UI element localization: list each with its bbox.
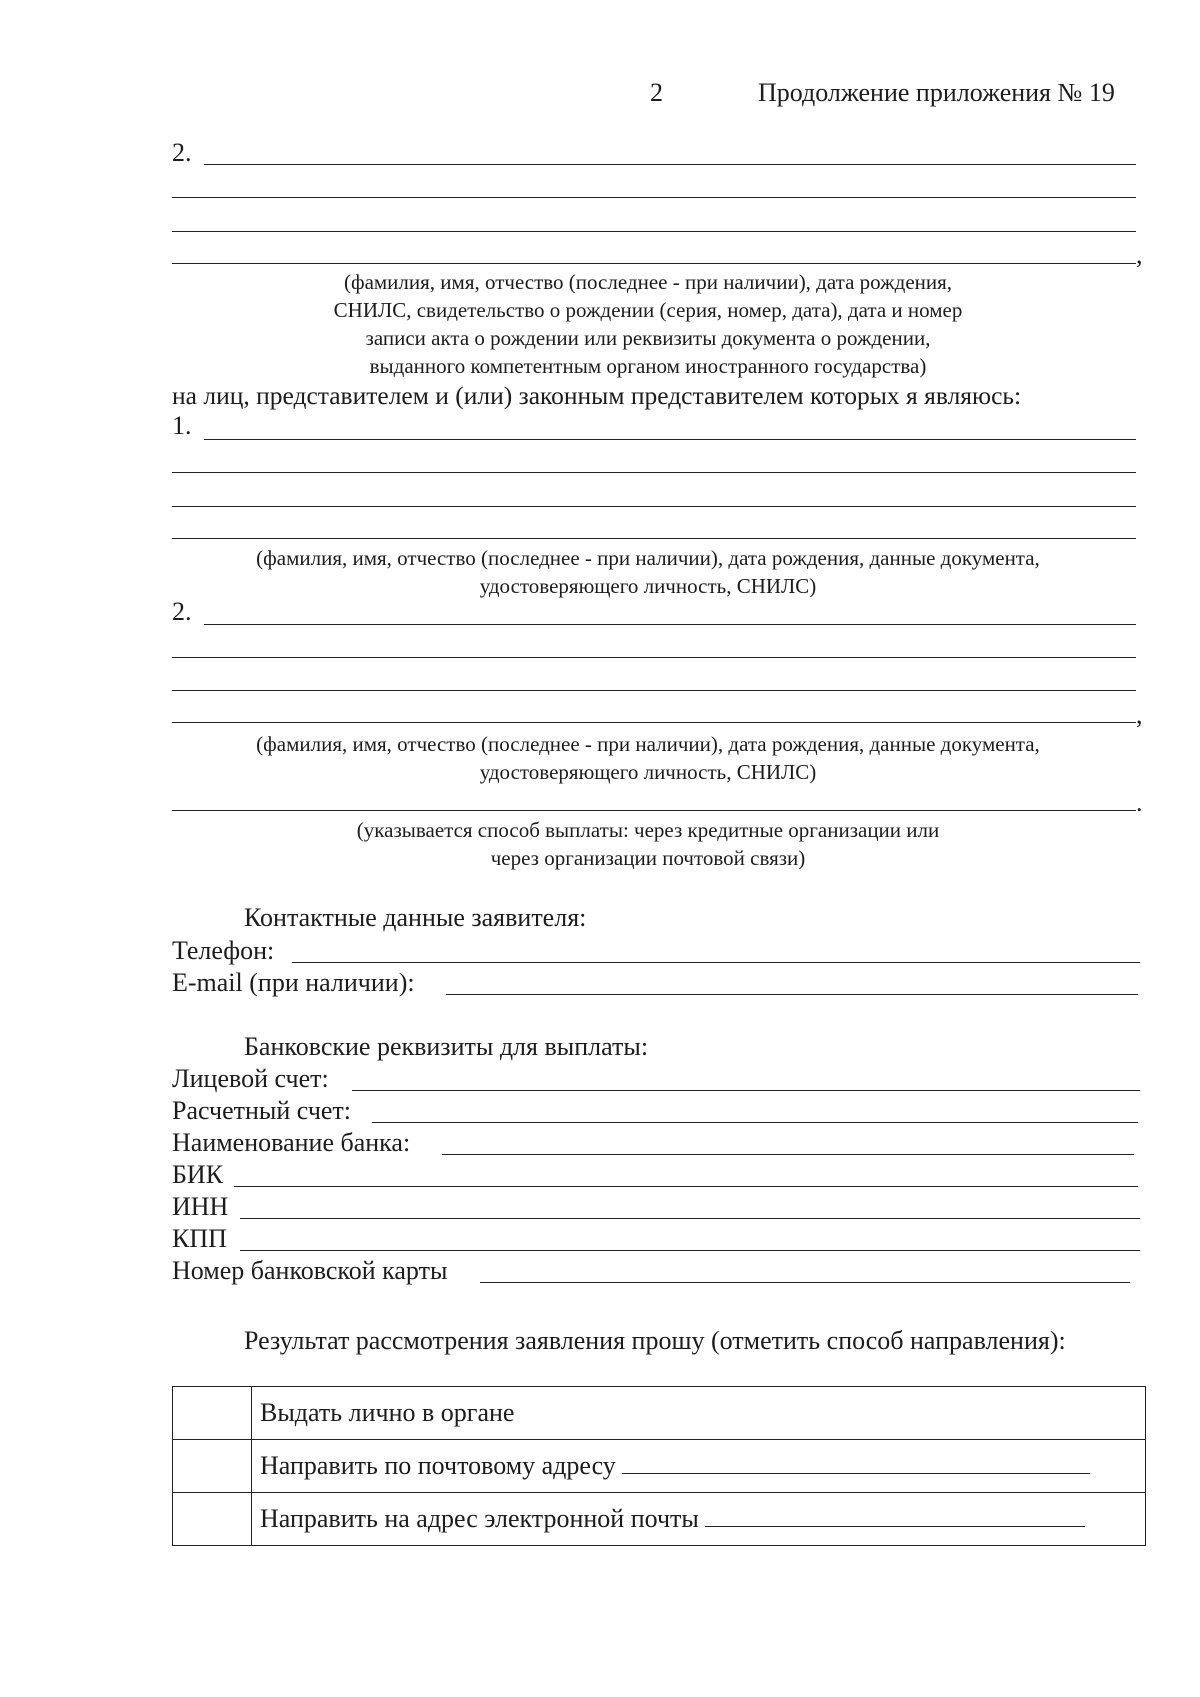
- payment-method-caption: [160, 816, 1136, 872]
- result-options-table: [172, 1386, 1146, 1546]
- item-2-number: 2.: [172, 138, 192, 167]
- page-number: 2: [650, 78, 663, 107]
- bank-name-field[interactable]: [442, 1154, 1134, 1155]
- caption-line: через организации почтовой связи): [490, 846, 806, 870]
- personal-account-label: Лицевой счет:: [172, 1064, 329, 1093]
- option-label: Направить на адрес электронной почты: [252, 1493, 1146, 1546]
- item-2-number: 2.: [172, 597, 192, 626]
- item-1-number: 1.: [172, 411, 192, 440]
- option-checkbox[interactable]: [173, 1387, 252, 1440]
- card-number-label: Номер банковской карты: [172, 1256, 448, 1285]
- postal-address-field[interactable]: [622, 1453, 1090, 1474]
- represented-caption-1: [160, 544, 1136, 600]
- fill-line[interactable]: [172, 197, 1136, 198]
- option-label: Выдать лично в органе: [252, 1387, 1146, 1440]
- phone-field[interactable]: [292, 962, 1140, 963]
- caption-line: выданного компетентным органом иностранного государства): [369, 354, 927, 378]
- represented-intro: на лиц, представителем и (или) законным представителем которых я являюсь:: [172, 381, 1022, 410]
- caption-line: удостоверяющего личность, СНИЛС): [479, 760, 817, 784]
- kpp-field[interactable]: [240, 1250, 1140, 1251]
- bik-field[interactable]: [234, 1186, 1138, 1187]
- kpp-label: КПП: [172, 1224, 227, 1253]
- fill-line[interactable]: [172, 506, 1136, 507]
- email-field[interactable]: [446, 994, 1138, 995]
- fill-line[interactable]: [172, 722, 1136, 723]
- fill-line[interactable]: [172, 690, 1136, 691]
- fill-line[interactable]: [172, 657, 1136, 658]
- bik-label: БИК: [172, 1160, 224, 1189]
- bank-name-label: Наименование банка:: [172, 1128, 411, 1157]
- result-heading: Результат рассмотрения заявления прошу (отметить способ направления):: [244, 1326, 1066, 1355]
- inn-label: ИНН: [172, 1192, 229, 1221]
- caption-line: (фамилия, имя, отчество (последнее - при наличии), дата рождения, данные документа,: [256, 732, 1040, 756]
- fill-line[interactable]: [204, 439, 1136, 440]
- caption-line: удостоверяющего личность, СНИЛС): [479, 574, 817, 598]
- fill-line[interactable]: [204, 624, 1136, 625]
- table-row: [173, 1440, 1146, 1493]
- period: .: [1136, 788, 1143, 817]
- table-row: [173, 1493, 1146, 1546]
- fill-line[interactable]: [172, 231, 1136, 232]
- card-number-field[interactable]: [480, 1282, 1130, 1283]
- inn-field[interactable]: [240, 1218, 1140, 1219]
- fill-line[interactable]: [204, 164, 1136, 165]
- fill-line[interactable]: [172, 263, 1136, 264]
- comma: ,: [1136, 700, 1143, 729]
- children-caption: [160, 268, 1136, 380]
- email-label: E-mail (при наличии):: [172, 968, 415, 997]
- fill-line[interactable]: [172, 538, 1136, 539]
- email-address-field[interactable]: [705, 1506, 1085, 1527]
- settlement-account-field[interactable]: [372, 1122, 1138, 1123]
- personal-account-field[interactable]: [352, 1090, 1140, 1091]
- represented-caption-2: [160, 730, 1136, 786]
- caption-line: (фамилия, имя, отчество (последнее - при наличии), дата рождения,: [343, 270, 953, 294]
- caption-line: (указывается способ выплаты: через кредитные организации или: [356, 818, 940, 842]
- caption-line: записи акта о рождении или реквизиты документа о рождении,: [365, 326, 931, 350]
- payment-method-line[interactable]: [172, 810, 1136, 811]
- option-label: Направить по почтовому адресу: [252, 1440, 1146, 1493]
- table-row: [173, 1387, 1146, 1440]
- bank-heading: Банковские реквизиты для выплаты:: [244, 1032, 649, 1061]
- appendix-continuation: Продолжение приложения № 19: [758, 78, 1115, 107]
- phone-label: Телефон:: [172, 936, 275, 965]
- comma: ,: [1136, 240, 1143, 269]
- caption-line: (фамилия, имя, отчество (последнее - при наличии), дата рождения, данные документа,: [256, 546, 1040, 570]
- settlement-account-label: Расчетный счет:: [172, 1096, 352, 1125]
- caption-line: СНИЛС, свидетельство о рождении (серия, номер, дата), дата и номер: [333, 298, 963, 322]
- option-checkbox[interactable]: [173, 1493, 252, 1546]
- option-checkbox[interactable]: [173, 1440, 252, 1493]
- fill-line[interactable]: [172, 472, 1136, 473]
- contacts-heading: Контактные данные заявителя:: [244, 903, 587, 932]
